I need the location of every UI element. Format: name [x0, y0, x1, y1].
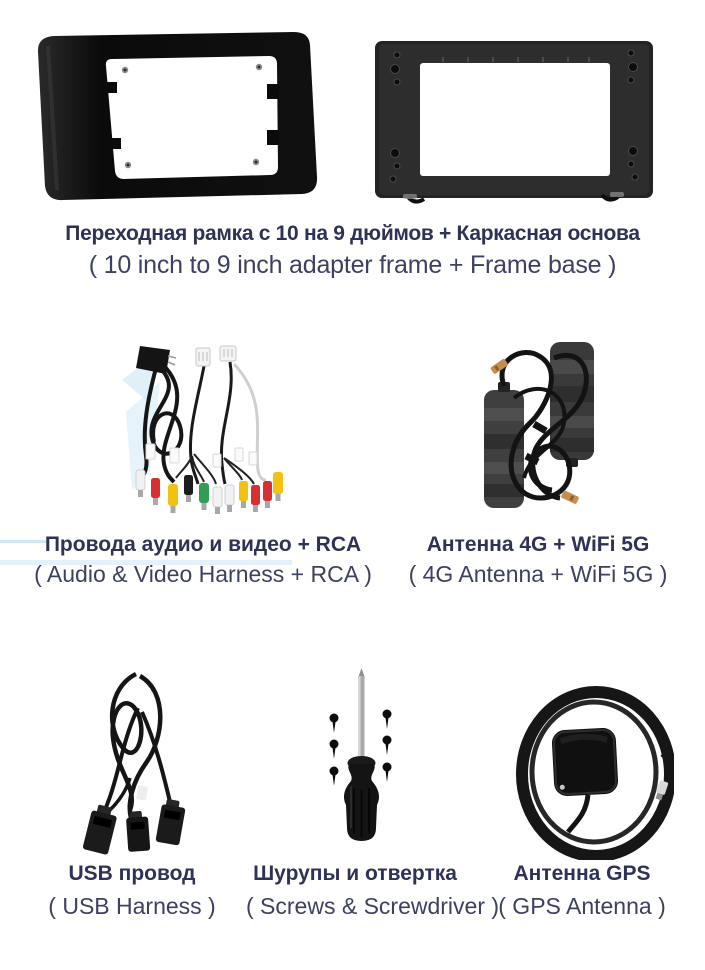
- rca-harness-title-ru: Провода аудио и видео + RCA: [44, 533, 362, 556]
- adapter-frame-image: [32, 28, 324, 204]
- screws-screwdriver-image: [313, 668, 411, 848]
- rca-harness-image: [118, 338, 290, 520]
- gps-antenna-title-en: ( GPS Antenna ): [498, 893, 666, 919]
- frame-base-image: [370, 36, 658, 204]
- usb-harness-image: [78, 668, 196, 856]
- gps-antenna-title-ru: Антенна GPS: [513, 862, 651, 885]
- rca-harness-title-en: ( Audio & Video Harness + RCA ): [34, 561, 372, 587]
- antenna-4g-wifi-title-en: ( 4G Antenna + WiFi 5G ): [408, 561, 668, 587]
- usb-harness-title-ru: USB провод: [68, 862, 196, 885]
- usb-harness-title-en: ( USB Harness ): [48, 893, 216, 919]
- gps-antenna-image: [512, 682, 674, 860]
- frames-title-en: ( 10 inch to 9 inch adapter frame + Frame base ): [88, 251, 617, 279]
- screws-screwdriver-title-ru: Шурупы и отвертка: [253, 862, 457, 885]
- screws-screwdriver-title-en: ( Screws & Screwdriver ): [246, 893, 500, 919]
- antenna-4g-wifi-image: [484, 338, 598, 518]
- antenna-4g-wifi-title-ru: Антенна 4G + WiFi 5G: [426, 533, 650, 556]
- frames-title-ru: Переходная рамка с 10 на 9 дюймов + Каркасная основа: [65, 222, 640, 245]
